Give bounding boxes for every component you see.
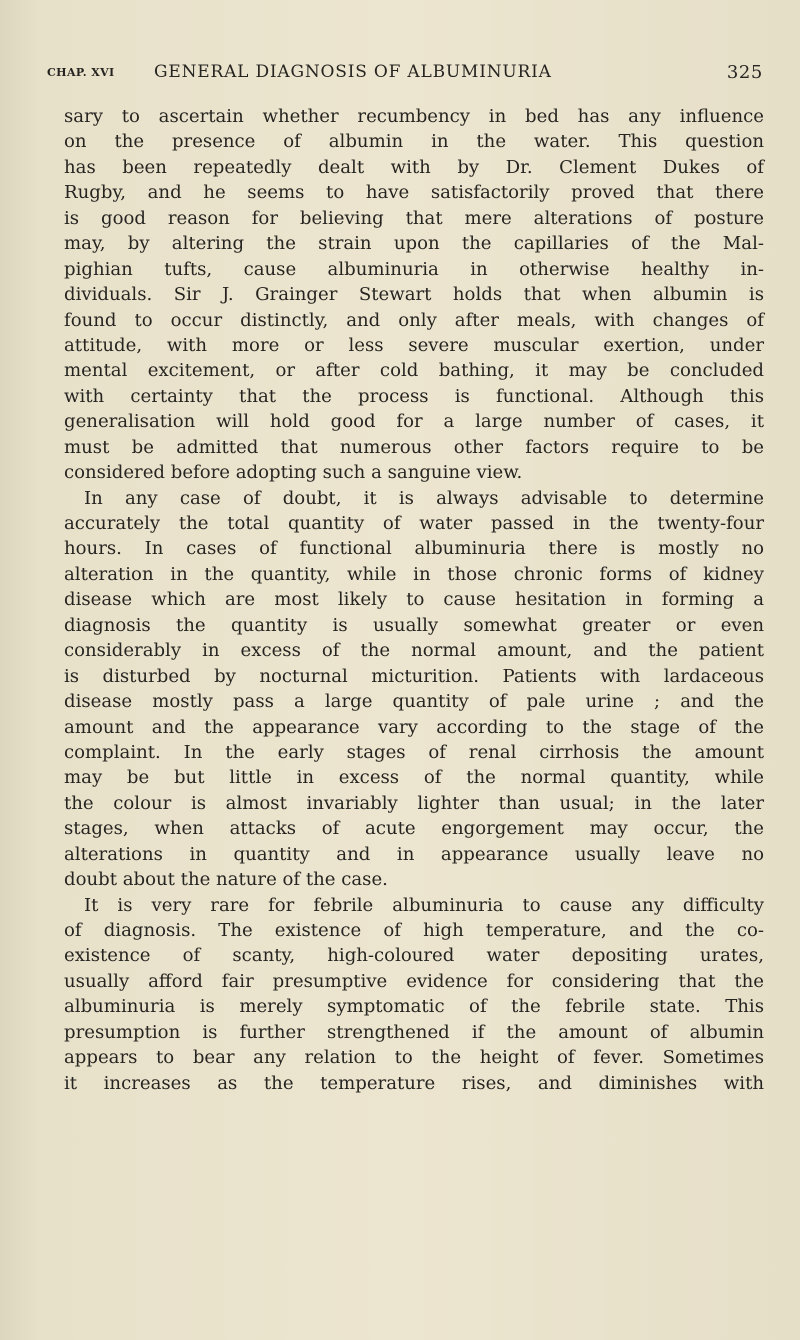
text-line: the colour is almost invariably lighter than usual; in the later <box>64 792 764 814</box>
text-line: it increases as the temperature rises, and diminishes with <box>64 1072 764 1094</box>
chapter-label: CHAP. XVI <box>47 66 115 79</box>
text-line: may be but little in excess of the normal quantity, while <box>64 767 764 789</box>
text-line: alterations in quantity and in appearance usually leave no <box>64 843 764 865</box>
text-line: mental excitement, or after cold bathing, it may be concluded <box>64 360 764 382</box>
text-line: dividuals. Sir J. Grainger Stewart holds that when albumin is <box>64 284 764 306</box>
text-line: may, by altering the strain upon the capillaries of the Mal- <box>64 233 764 255</box>
text-line: disease which are most likely to cause hesitation in forming a <box>64 589 764 611</box>
paragraph-start-line: In any case of doubt, it is always advisable to determine <box>84 487 764 509</box>
text-line: is good reason for believing that mere alterations of posture <box>64 207 764 229</box>
text-line: accurately the total quantity of water passed in the twenty-four <box>64 513 764 534</box>
text-line: Rugby, and he seems to have satisfactorily proved that there <box>64 182 764 204</box>
text-line: generalisation will hold good for a large number of cases, it <box>64 411 764 433</box>
text-line: with certainty that the process is functional. Although this <box>64 385 764 407</box>
text-line: has been repeatedly dealt with by Dr. Clement Dukes of <box>64 156 764 178</box>
text-line: pighian tufts, cause albuminuria in otherwise healthy in- <box>64 258 764 280</box>
text-line: sary to ascertain whether recumbency in bed has any influence <box>64 106 764 127</box>
text-line: usually afford fair presumptive evidence for considering that the <box>64 970 764 992</box>
text-line: of diagnosis. The existence of high temperature, and the co- <box>64 920 764 941</box>
paragraph-start-line: It is very rare for febrile albuminuria to cause any difficulty <box>84 894 764 916</box>
text-line: stages, when attacks of acute engorgement may occur, the <box>64 818 764 840</box>
text-line: must be admitted that numerous other factors require to be <box>64 436 764 458</box>
text-line: is disturbed by nocturnal micturition. Patients with lardaceous <box>64 665 764 687</box>
running-title: GENERAL DIAGNOSIS OF ALBUMINURIA <box>154 62 552 82</box>
text-line: attitude, with more or less severe muscular exertion, under <box>64 334 764 356</box>
text-line: disease mostly pass a large quantity of pale urine ; and the <box>64 691 764 713</box>
text-line: found to occur distinctly, and only after meals, with changes of <box>64 309 764 331</box>
paragraph-end-line: considered before adopting such a sanguine view. <box>64 462 523 484</box>
text-line: appears to bear any relation to the height of fever. Sometimes <box>64 1047 764 1069</box>
paragraph-end-line: doubt about the nature of the case. <box>64 869 388 891</box>
page-number: 325 <box>726 62 763 83</box>
text-line: diagnosis the quantity is usually somewhat greater or even <box>64 614 764 636</box>
text-line: hours. In cases of functional albuminuria there is mostly no <box>64 538 764 560</box>
text-line: considerably in excess of the normal amount, and the patient <box>64 640 764 662</box>
text-line: alteration in the quantity, while in those chronic forms of kidney <box>64 563 764 585</box>
text-line: albuminuria is merely symptomatic of the febrile state. This <box>64 996 764 1018</box>
text-line: on the presence of albumin in the water. This question <box>64 131 764 153</box>
text-line: complaint. In the early stages of renal cirrhosis the amount <box>64 741 764 763</box>
text-line: existence of scanty, high-coloured water depositing urates, <box>64 945 764 967</box>
page-header <box>47 62 763 86</box>
body-text <box>64 104 764 1096</box>
text-line: presumption is further strengthened if the amount of albumin <box>64 1021 764 1043</box>
text-line: amount and the appearance vary according to the stage of the <box>64 716 764 738</box>
